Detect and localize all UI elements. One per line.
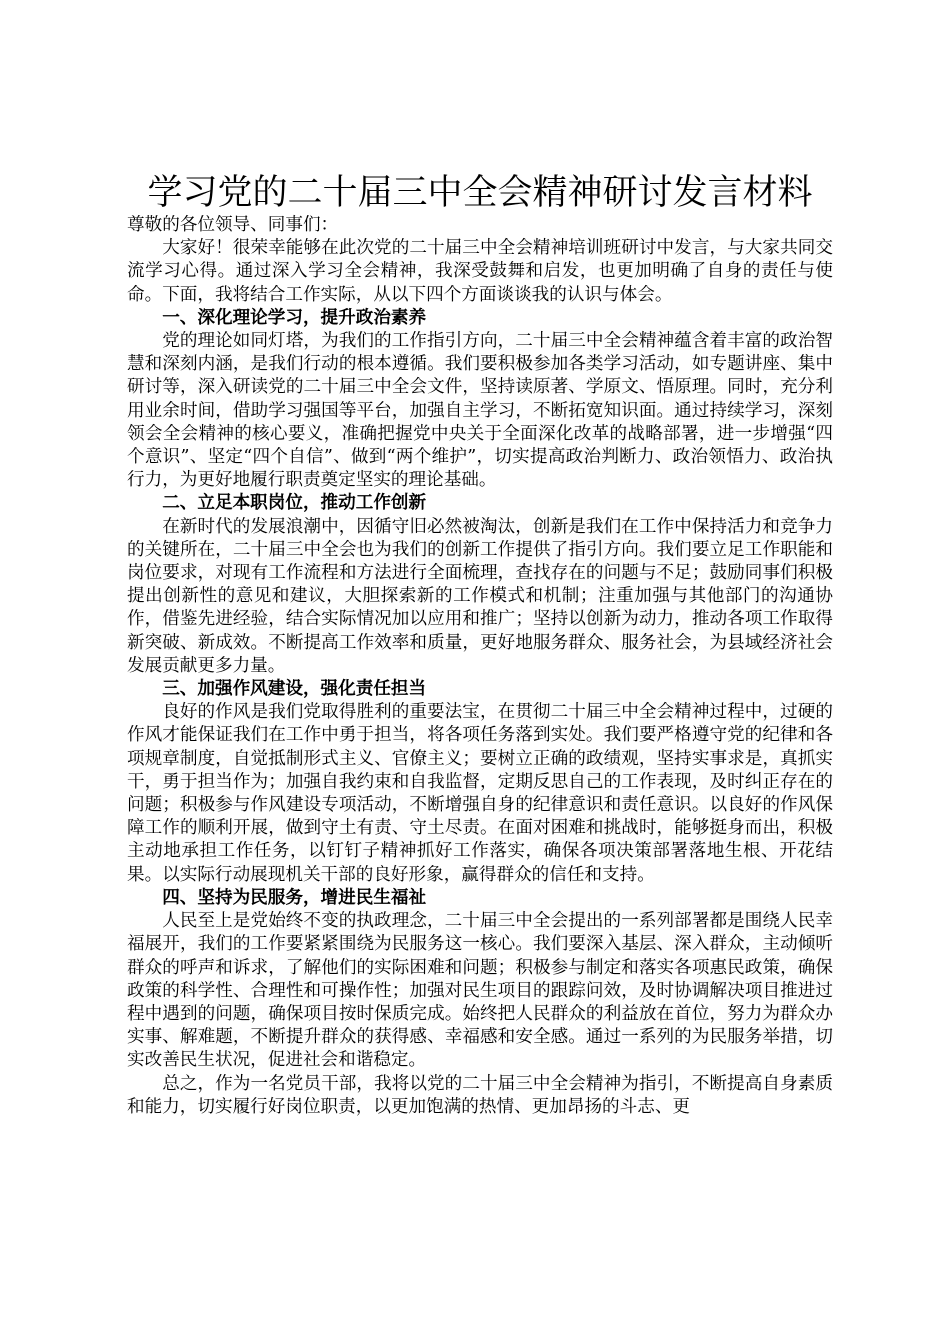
section-body-2: 在新时代的发展浪潮中，因循守旧必然被淘汰，创新是我们在工作中保持活力和竞争力的关键所在，二十届三中全会也为我们的创新工作提供了指引方向。我们要立足工作职能和岗位要求，对现有工作流程和方法进行全面梳理，查找存在的问题与不足；鼓励同事们积极提出创新性的意见和建议，大胆探索新的工作模式和机制；注重加强与其他部门的沟通协作，借鉴先进经验，结合实际情况加以应用和推广；坚持以创新为动力，推动各项工作取得新突破、新成效。不断提高工作效率和质量，更好地服务群众、服务社会，为县域经济社会发展贡献更多力量。 bbox=[127, 516, 833, 676]
section-heading-1: 一、深化理论学习，提升政治素养 bbox=[162, 307, 427, 328]
intro-paragraph: 大家好！很荣幸能够在此次党的二十届三中全会精神培训班研讨中发言，与大家共同交流学习心得。通过深入学习全会精神，我深受鼓舞和启发，也更加明确了自身的责任与使命。下面，我将结合工作实际，从以下四个方面谈谈我的认识与体会。 bbox=[127, 238, 833, 305]
section-body-1: 党的理论如同灯塔，为我们的工作指引方向，二十届三中全会精神蕴含着丰富的政治智慧和深刻内涵，是我们行动的根本遵循。我们要积极参加各类学习活动，如专题讲座、集中研讨等，深入研读党的二十届三中全会文件，坚持读原著、学原文、悟原理。同时，充分利用业余时间，借助学习强国等平台，加强自主学习，不断拓宽知识面。通过持续学习，深刻领会全会精神的核心要义，准确把握党中央关于全面深化改革的战略部署，进一步增强“四个意识”、坚定“四个自信”、做到“两个维护”，切实提高政治判断力、政治领悟力、政治执行力，为更好地履行职责奠定坚实的理论基础。 bbox=[127, 331, 833, 491]
section-body-4: 人民至上是党始终不变的执政理念，二十届三中全会提出的一系列部署都是围绕人民幸福展开，我们的工作要紧紧围绕为民服务这一核心。我们要深入基层、深入群众，主动倾听群众的呼声和诉求，了解他们的实际困难和问题；积极参与制定和落实各项惠民政策，确保政策的科学性、合理性和可操作性；加强对民生项目的跟踪问效，及时协调解决项目推进过程中遇到的问题，确保项目按时保质完成。始终把人民群众的利益放在首位，努力为群众办实事、解难题，不断提升群众的获得感、幸福感和安全感。通过一系列的为民服务举措，切实改善民生状况，促进社会和谐稳定。 bbox=[127, 911, 833, 1071]
section-heading-4: 四、坚持为民服务，增进民生福祉 bbox=[162, 887, 427, 908]
document-page bbox=[127, 172, 833, 1119]
document-title: 学习党的二十届三中全会精神研讨发言材料 bbox=[147, 173, 813, 213]
closing-paragraph: 总之，作为一名党员干部，我将以党的二十届三中全会精神为指引，不断提高自身素质和能力，切实履行好岗位职责，以更加饱满的热情、更加昂扬的斗志、更 bbox=[127, 1073, 833, 1117]
section-heading-2: 二、立足本职岗位，推动工作创新 bbox=[162, 493, 427, 514]
section-body-3: 良好的作风是我们党取得胜利的重要法宝，在贯彻二十届三中全会精神过程中，过硬的作风才能保证我们在工作中勇于担当，将各项任务落到实处。我们要严格遵守党的纪律和各项规章制度，自觉抵制形式主义、官僚主义；要树立正确的政绩观，坚持实事求是，真抓实干，勇于担当作为；加强自我约束和自我监督，定期反思自己的工作表现，及时纠正存在的问题；积极参与作风建设专项活动，不断增强自身的纪律意识和责任意识。以良好的作风保障工作的顺利开展，做到守土有责、守土尽责。在面对困难和挑战时，能够挺身而出，积极主动地承担工作任务，以钉钉子精神抓好工作落实，确保各项决策部署落地生根、开花结果。以实际行动展现机关干部的良好形象，赢得群众的信任和支持。 bbox=[127, 702, 833, 885]
greeting-line: 尊敬的各位领导、同事们： bbox=[127, 215, 339, 235]
section-heading-3: 三、加强作风建设，强化责任担当 bbox=[162, 679, 427, 700]
